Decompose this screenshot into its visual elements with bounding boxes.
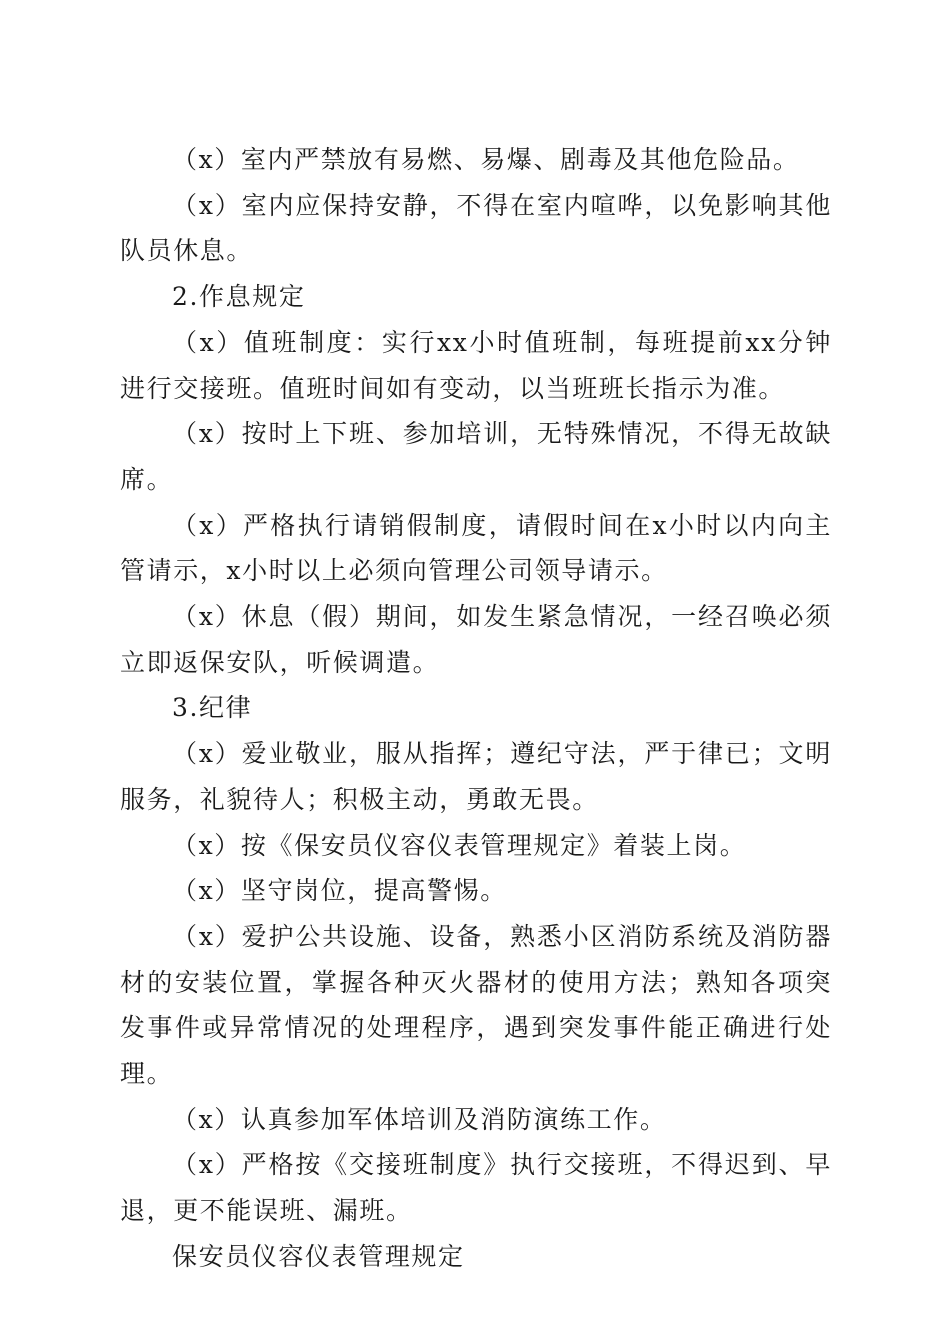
paragraph-stay-alert: （x）坚守岗位，提高警惕。 bbox=[172, 876, 507, 906]
paragraph-uniform: （x）按《保安员仪容仪表管理规定》着装上岗。 bbox=[172, 830, 747, 860]
paragraph-leave-system: （x）严格执行请销假制度，请假时间在x小时以内向主管请示，x小时以上必须向管理公司领导请示。 bbox=[120, 510, 832, 586]
paragraph-emergency-recall: （x）休息（假）期间，如发生紧急情况，一经召唤必须立即返保安队，听候调遣。 bbox=[120, 602, 832, 677]
document-body bbox=[120, 137, 832, 1280]
paragraph-rule-quiet: （x）室内应保持安静，不得在室内喧哗，以免影响其他队员休息。 bbox=[120, 190, 832, 266]
paragraph-fire-equipment: （x）爱护公共设施、设备，熟悉小区消防系统及消防器材的安装位置，掌握各种灭火器材的使用方法；熟知各项突发事件或异常情况的处理程序，遇到突发事件能正确进行处理。 bbox=[120, 921, 832, 1089]
paragraph-training: （x）认真参加军体培训及消防演练工作。 bbox=[172, 1104, 667, 1134]
paragraph-attendance: （x）按时上下班、参加培训，无特殊情况，不得无故缺席。 bbox=[120, 419, 832, 494]
section-heading-discipline: 3.纪律 bbox=[172, 693, 253, 723]
paragraph-duty-system: （x）值班制度：实行xx小时值班制，每班提前xx分钟进行交接班。值班时间如有变动，以当班班长指示为准。 bbox=[120, 327, 832, 403]
section-heading-appearance-rules: 保安员仪容仪表管理规定 bbox=[172, 1241, 465, 1271]
paragraph-shift-handover: （x）严格按《交接班制度》执行交接班，不得迟到、早退，更不能误班、漏班。 bbox=[120, 1150, 832, 1226]
paragraph-rule-hazardous-items: （x）室内严禁放有易燃、易爆、剧毒及其他危险品。 bbox=[172, 145, 800, 174]
section-heading-schedule: 2.作息规定 bbox=[172, 282, 306, 312]
paragraph-professional-conduct: （x）爱业敬业，服从指挥；遵纪守法，严于律已；文明服务，礼貌待人；积极主动，勇敢无畏。 bbox=[120, 739, 832, 814]
